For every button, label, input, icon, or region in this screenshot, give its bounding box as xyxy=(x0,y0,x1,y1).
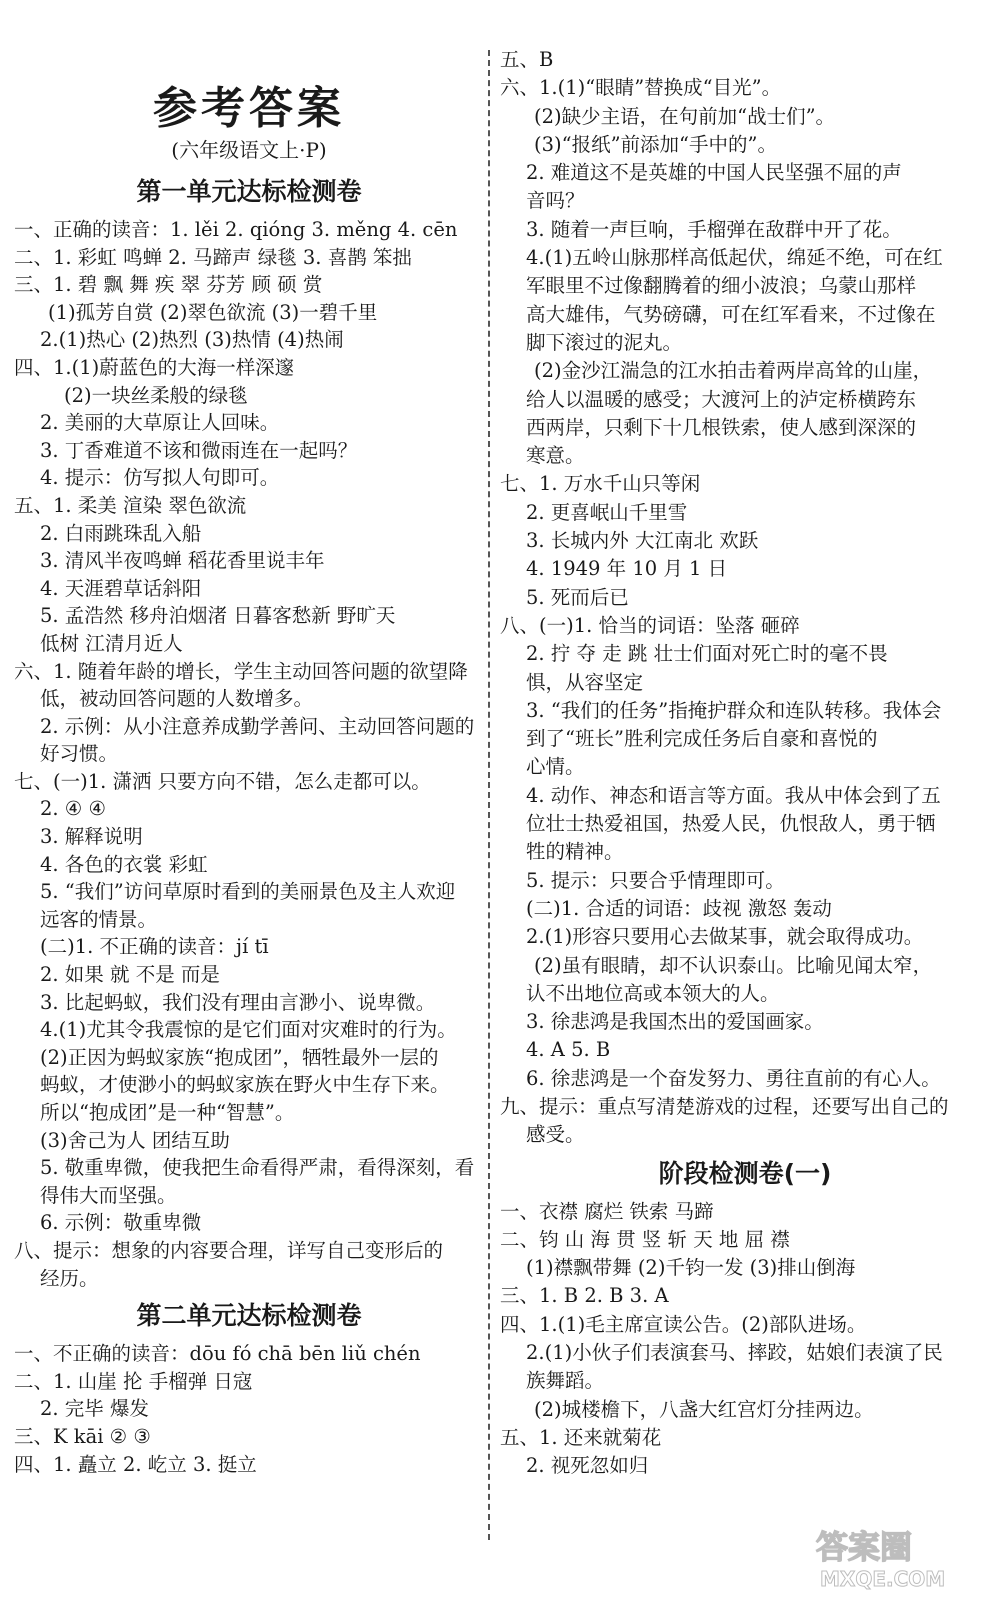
unit1-title: 第一单元达标检测卷 xyxy=(136,177,362,206)
answer-line: 八、(一)1. 恰当的词语：坠落 砸碎 xyxy=(500,613,800,637)
answer-line: 七、1. 万水千山只等闲 xyxy=(500,472,701,496)
answer-line: 四、1. 矗立 2. 屹立 3. 挺立 xyxy=(14,1452,257,1476)
answer-line: 2. 美丽的大草原让人回味。 xyxy=(40,411,280,435)
column-divider xyxy=(488,50,490,1540)
answer-line: 5. 敬重卑微，使我把生命看得严肃，看得深刻，看 xyxy=(40,1156,475,1180)
answer-line: 4. 1949 年 10 月 1 日 xyxy=(526,557,728,581)
answer-line: 2.(1)小伙子们表演套马、摔跤，姑娘们表演了民 xyxy=(526,1341,943,1365)
answer-line: (2)金沙江湍急的江水拍击着两岸高耸的山崖， xyxy=(534,359,933,383)
page-title: 参考答案 xyxy=(153,83,345,134)
answer-line: 3. “我们的任务”指掩护群众和连队转移。我体会 xyxy=(526,698,942,722)
answer-line: 五、B xyxy=(500,48,554,71)
answer-line: 3. 丁香难道不该和微雨连在一起吗？ xyxy=(40,438,358,462)
answer-line: 4. 提示：仿写拟人句即可。 xyxy=(40,466,280,490)
answer-line: 二、1. 山崖 抡 手榴弹 日寇 xyxy=(14,1369,253,1393)
answer-line: 5. “我们”访问草原时看到的美丽景色及主人欢迎 xyxy=(40,880,456,904)
watermark-logo xyxy=(810,1522,990,1592)
answer-line: 寒意。 xyxy=(526,444,585,468)
answer-line: 六、1.(1)“眼睛”替换成“目光”。 xyxy=(500,76,782,100)
answer-line: 脚下滚过的泥丸。 xyxy=(526,330,683,354)
answer-line: 低，被动回答问题的人数增多。 xyxy=(40,687,314,711)
unit2-title: 第二单元达标检测卷 xyxy=(136,1301,362,1331)
answer-line: (2)一块丝柔般的绿毯 xyxy=(64,383,248,407)
answer-line: 6. 徐悲鸿是一个奋发努力、勇往直前的有心人。 xyxy=(526,1066,941,1090)
answer-line: 6. 示例：敬重卑微 xyxy=(40,1211,202,1235)
answer-line: 2. 完毕 爆发 xyxy=(40,1397,150,1421)
answer-line: 到了“班长”胜利完成任务后自豪和喜悦的 xyxy=(526,727,878,751)
answer-line: 蚂蚁，才使渺小的蚂蚁家族在野火中生存下来。 xyxy=(40,1073,450,1097)
answer-line: 认不出地位高或本领大的人。 xyxy=(526,981,780,1005)
answer-line: 三、1. 碧 飘 舞 疾 翠 芬芳 顾 硕 赏 xyxy=(14,273,323,297)
answer-line: 六、1. 随着年龄的增长，学生主动回答问题的欲望降 xyxy=(14,659,468,683)
unit2-answers xyxy=(14,1340,484,1478)
answer-line: 远客的情景。 xyxy=(40,907,158,931)
answer-line: 高大雄伟，气势磅礴，可在红军看来，不过像在 xyxy=(526,302,936,326)
watermark-text: 答案圈 xyxy=(816,1528,913,1566)
answer-line: 2.(1)热心 (2)热烈 (3)热情 (4)热闹 xyxy=(40,328,344,352)
answer-line: (3)“报纸”前添加“手中的”。 xyxy=(534,132,777,156)
answer-line: 2. 视死忽如归 xyxy=(526,1454,649,1478)
answer-line: 2. 白雨跳珠乱入船 xyxy=(40,521,202,545)
right-column xyxy=(500,46,990,1481)
answer-line: (2)正因为蚂蚁家族“抱成团”，牺牲最外一层的 xyxy=(40,1045,439,1069)
answer-line: 三、K kāi ② ③ xyxy=(14,1424,151,1448)
answer-line: 3. 解释说明 xyxy=(40,825,143,849)
answer-line: 位壮士热爱祖国，热爱人民，仇恨敌人，勇于牺 xyxy=(526,812,936,836)
answer-line: (二)1. 合适的词语：歧视 激怒 轰动 xyxy=(526,896,832,920)
answer-line: 4. 天涯碧草话斜阳 xyxy=(40,576,202,600)
answer-line: 给人以温暖的感受；大渡河上的泸定桥横跨东 xyxy=(526,387,917,411)
answer-line: 2. 难道这不是英雄的中国人民坚强不屈的声 xyxy=(526,161,902,185)
answer-line: 5. 孟浩然 移舟泊烟渚 日暮客愁新 野旷天 xyxy=(40,604,396,628)
answer-line: 3. 清风半夜鸣蝉 稻花香里说丰年 xyxy=(40,549,325,573)
left-column xyxy=(14,0,484,1478)
answer-line: 一、正确的读音：1. lěi 2. qióng 3. měng 4. cēn xyxy=(14,218,458,241)
answer-line: 五、1. 柔美 渲染 翠色欲流 xyxy=(14,493,247,517)
answer-line: 四、1.(1)蔚蓝色的大海一样深邃 xyxy=(14,355,295,379)
answer-line: 三、1. B 2. B 3. A xyxy=(500,1284,669,1308)
answer-line: 西两岸，只剩下十几根铁索，使人感到深深的 xyxy=(526,415,917,439)
answer-line: 二、1. 彩虹 鸣蝉 2. 马蹄声 绿毯 3. 喜鹊 笨拙 xyxy=(14,245,412,269)
answer-line: 3. 随着一声巨响，手榴弹在敌群中开了花。 xyxy=(526,217,902,241)
answer-line: 2. 更喜岷山千里雪 xyxy=(526,500,688,524)
answer-line: 低树 江清月近人 xyxy=(40,631,183,655)
answer-line: 2. 如果 就 不是 而是 xyxy=(40,963,220,987)
answer-line: 四、1.(1)毛主席宣读公告。(2)部队进场。 xyxy=(500,1312,867,1336)
answer-line: 2. 拧 夺 走 跳 壮士们面对死亡时的毫不畏 xyxy=(526,642,888,666)
answer-line: 牲的精神。 xyxy=(526,840,624,864)
answer-line: 好习惯。 xyxy=(40,742,119,766)
answer-line: 军眼里不过像翻腾着的细小波浪；乌蒙山那样 xyxy=(526,274,917,298)
answer-line: 七、(一)1. 潇洒 只要方向不错，怎么走都可以。 xyxy=(14,769,431,793)
answer-line: 一、不正确的读音：dōu fó chā bēn liǔ chén xyxy=(14,1342,421,1366)
answer-line: 2. 示例：从小注意养成勤学善问、主动回答问题的 xyxy=(40,714,475,738)
answer-line: 音吗？ xyxy=(526,189,585,213)
answer-line: (3)舍己为人 团结互助 xyxy=(40,1128,230,1152)
answer-line: 4.(1)五岭山脉那样高低起伏，绵延不绝，可在红 xyxy=(526,246,943,270)
answer-line: 心情。 xyxy=(526,755,585,779)
answer-line: 经历。 xyxy=(40,1266,99,1290)
answer-line: 4. A 5. B xyxy=(526,1038,611,1062)
answer-line: 九、提示：重点写清楚游戏的过程，还要写出自己的 xyxy=(500,1094,949,1118)
answer-line: (1)襟飘带舞 (2)千钧一发 (3)排山倒海 xyxy=(526,1256,856,1280)
answer-line: (二)1. 不正确的读音：jí tī xyxy=(40,935,269,959)
answer-line: 5. 死而后已 xyxy=(526,585,629,609)
answer-line: 八、提示：想象的内容要合理，详写自己变形后的 xyxy=(14,1238,444,1262)
answer-line: 感受。 xyxy=(526,1123,585,1147)
answer-line: 5. 提示：只要合乎情理即可。 xyxy=(526,868,785,892)
answer-line: 3. 长城内外 大江南北 欢跃 xyxy=(526,529,759,553)
answer-line: 二、钧 山 海 贯 竖 斩 天 地 屈 襟 xyxy=(500,1227,790,1251)
unit2-answers-continued xyxy=(500,46,990,1150)
answer-line: (2)虽有眼睛，却不认识泰山。比喻见闻太窄， xyxy=(534,953,933,977)
answer-line: 五、1. 还来就菊花 xyxy=(500,1425,662,1449)
stage1-title: 阶段检测卷(一) xyxy=(658,1158,832,1188)
answer-line: 一、衣襟 腐烂 铁索 马蹄 xyxy=(500,1199,714,1223)
answer-line: 4. 动作、神态和语言等方面。我从中体会到了五 xyxy=(526,783,941,807)
unit1-answers xyxy=(14,216,484,1292)
answer-line: 得伟大而坚强。 xyxy=(40,1183,177,1207)
answer-line: 族舞蹈。 xyxy=(526,1369,605,1393)
answer-line: (1)孤芳自赏 (2)翠色欲流 (3)一碧千里 xyxy=(48,300,378,324)
watermark-url: MXQE.COM xyxy=(820,1567,946,1591)
page-subtitle: (六年级语文上·P) xyxy=(171,138,327,162)
answer-line: 3. 比起蚂蚁，我们没有理由言渺小、说卑微。 xyxy=(40,990,436,1014)
answer-line: 4.(1)尤其令我震惊的是它们面对灾难时的行为。 xyxy=(40,1018,457,1042)
answer-line: 惧，从容坚定 xyxy=(526,670,644,694)
answer-line: 所以“抱成团”是一种“智慧”。 xyxy=(40,1101,295,1124)
stage1-answers xyxy=(500,1198,990,1481)
answer-line: 3. 徐悲鸿是我国杰出的爱国画家。 xyxy=(526,1010,824,1034)
answer-line: (2)缺少主语，在句前加“战士们”。 xyxy=(534,104,836,128)
answer-line: 2.(1)形容只要用心去做某事，就会取得成功。 xyxy=(526,925,924,949)
answer-line: 2. ④ ④ xyxy=(40,797,106,821)
answer-line: 4. 各色的衣裳 彩虹 xyxy=(40,852,208,876)
answer-line: (2)城楼檐下，八盏大红宫灯分挂两边。 xyxy=(534,1397,874,1421)
